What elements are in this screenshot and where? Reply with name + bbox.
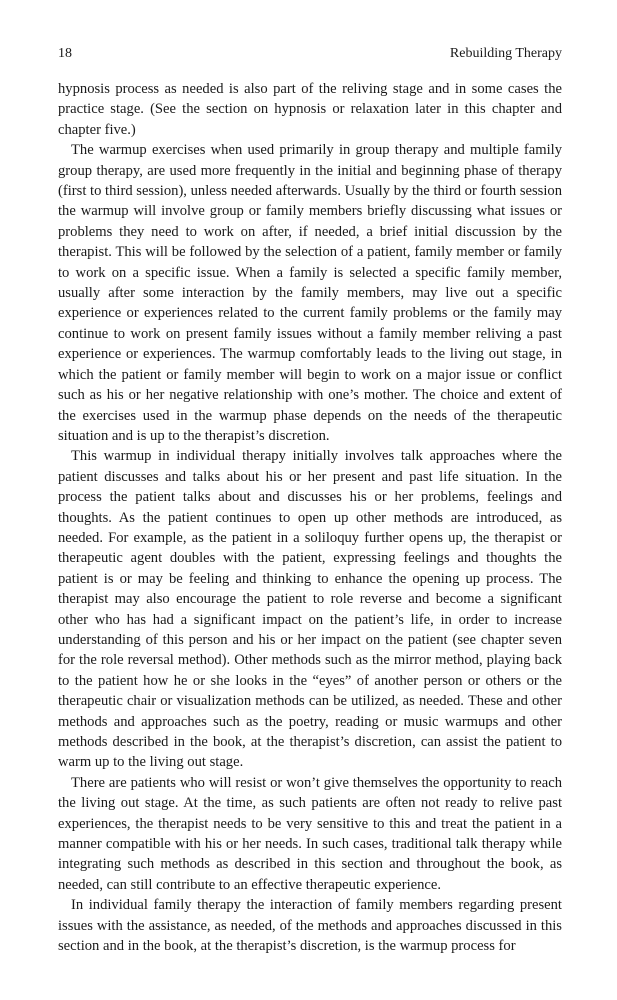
paragraph-warmup-group: The warmup exercises when used primarily in group therapy and multiple family group therapy, are used more frequently in the initial and beginning phase of therapy (first to third session), unless needed afterwards. Usually by the third or fourth session the warmup will involve group or family members briefly discussing what issues or problems they need to work on after, if needed, a brief initial discussion by the therapist. This will be followed by the selection of a patient, family member or family to work on a specific issue. When a family is selected a specific family member, usually after some interaction by the family members, may live out a specific experience or experiences related to the current family problems or the family may continue to work on present family issues without a family member reliving a past experience or experiences. The warmup comfortably leads to the living out stage, in which the patient or family member will begin to work on a major issue or conflict such as his or her negative relationship with one’s mother. The choice and extent of the exercises used in the warmup phase depends on the needs of the therapeutic situation and is up to the therapist’s discretion. bbox=[58, 142, 562, 444]
page-number: 18 bbox=[58, 46, 72, 61]
paragraph-warmup-individual: This warmup in individual therapy initially involves talk approaches where the patient discusses and talks about his or her present and past life situation. In the process the patient talks about and discusses his or her problems, feelings and thoughts. As the patient continues to open up other methods are introduced, as needed. For example, as the patient in a soliloquy further opens up, the therapist or therapeutic agent doubles with the patient, expressing feelings and thoughts the patient is or may be feeling and thinking to enhance the opening up process. The therapist may also encourage the patient to role reverse and become a significant other who has had a significant impact on the patient’s life, in order to increase understanding of this person and his or her impact on the patient (see chapter seven for the role reversal method). Other methods such as the mirror method, playing back to the patient how he or she looks in the “eyes” of another person or others or the therapeutic chair or visualization methods can be utilized, as needed. These and other methods and approaches such as the poetry, reading or music warmups and other methods described in the book, at the therapist’s discretion, can assist the patient to warm up to the living out stage. bbox=[58, 448, 562, 771]
paragraph-continuation: hypnosis process as needed is also part of the reliving stage and in some cases the practice stage. (See the section on hypnosis or relaxation later in this chapter and chapter five.) bbox=[58, 81, 562, 138]
running-head: Rebuilding Therapy bbox=[449, 46, 562, 61]
paragraph-individual-family: In individual family therapy the interaction of family members regarding present issues with the assistance, as needed, of the methods and approaches discussed in this section and in the book, at the therapist’s discretion, is the warmup process for bbox=[58, 897, 562, 955]
body-text bbox=[58, 79, 562, 956]
page-header bbox=[58, 46, 562, 66]
paragraph-resistant-patients: There are patients who will resist or won’t give themselves the opportunity to reach the living out stage. At the time, as such patients are often not ready to relive past experiences, the therapist needs to be very sensitive to this and treat the patient in a manner compatible with his or her needs. In such cases, traditional talk therapy while integrating such methods as described in this section and throughout the book, as needed, can still contribute to an effective therapeutic experience. bbox=[58, 774, 562, 893]
